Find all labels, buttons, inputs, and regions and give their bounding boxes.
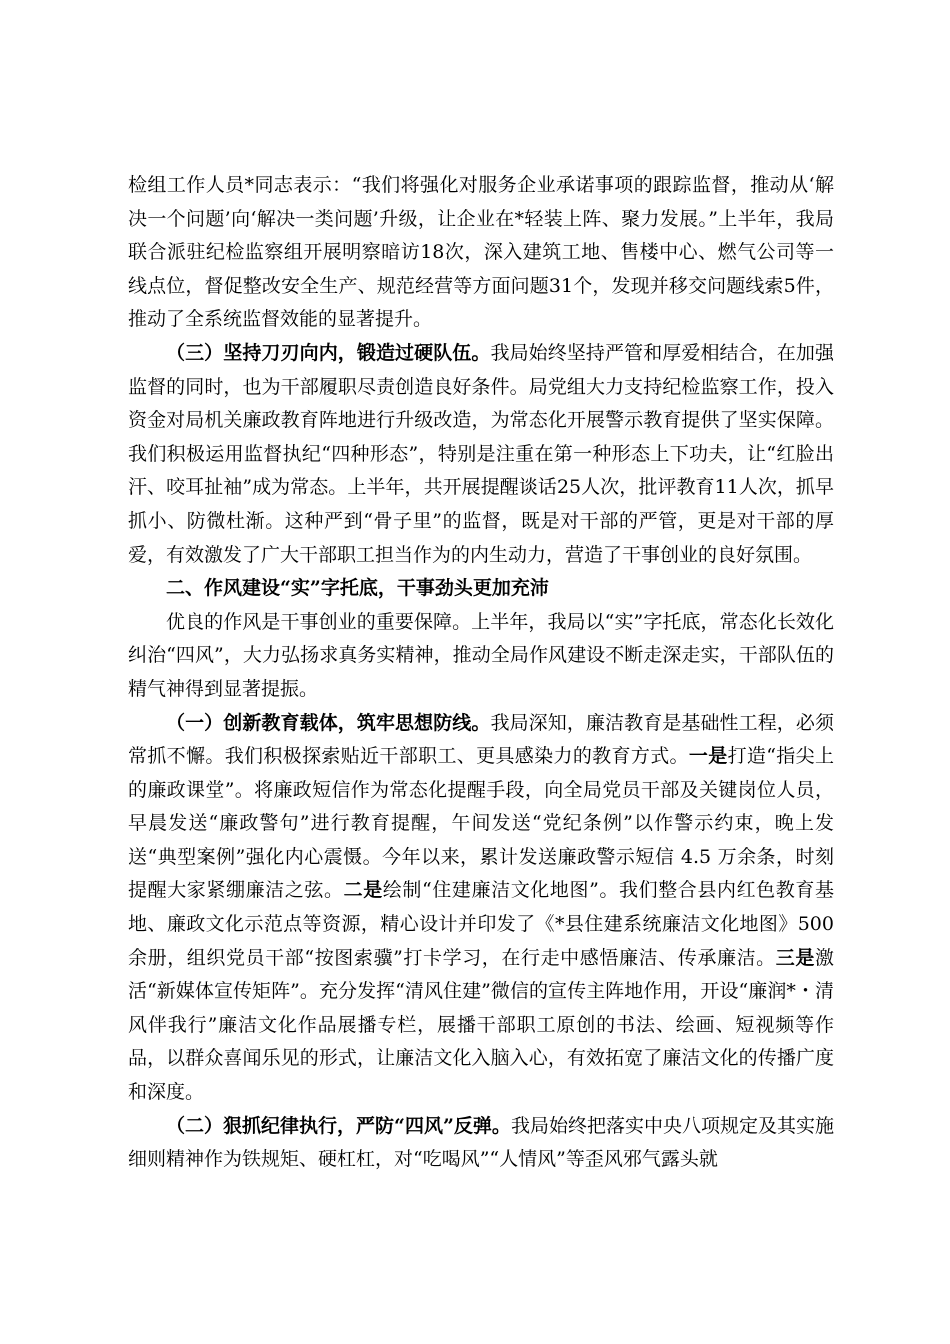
- paragraph-discipline: [128, 1110, 834, 1177]
- paragraph-text: 绘制“住建廉洁文化地图”。我们整合县内红色教育基地、廉政文化示范点等资源，精心设计并印发了《*县住建系统廉洁文化地图》500余册，组织党员干部“按图索骥”打卡学习，在行走中感悟廉洁、传承廉洁。: [128, 879, 834, 969]
- paragraph-text: 打造“指尖上的廉政课堂”。将廉政短信作为常态化提醒手段，向全局党员干部及关键岗位人员，早晨发送“廉政警句”进行教育提醒，午间发送“党纪条例”以作警示约束，晚上发送“典型案例”强化内心震慑。今年以来，累计发送廉政警示短信 4.5 万余条，时刻提醒大家紧绷廉洁之弦。: [128, 745, 834, 902]
- paragraph-text: 激活“新媒体宣传矩阵”。充分发挥“清风住建”微信的宣传主阵地作用，开设“廉润*・清风伴我行”廉洁文化作品展播专栏，展播干部职工原创的书法、绘画、短视频等作品，以群众喜闻乐见的形式，让廉洁文化入脑入心，有效拓宽了廉洁文化的传播广度和深度。: [128, 946, 834, 1104]
- paragraph-text: 我局始终把落实中央八项规定及其实施细则精神作为铁规矩、硬杠杠，对“吃喝风”“人情风”等歪风邪气露头就: [128, 1114, 834, 1171]
- paragraph-work-style-intro: [128, 606, 834, 707]
- document-body: [128, 169, 834, 1177]
- subsection-heading: （一）创新教育载体，筑牢思想防线。: [166, 711, 491, 734]
- paragraph-text: 我局深知，廉洁教育是基础性工程，必须常抓不懈。我们积极探索贴近干部职工、更具感染力的教育方式。: [128, 711, 834, 768]
- list-marker: 一是: [688, 745, 728, 768]
- subsection-heading: （三）坚持刀刃向内，锻造过硬队伍。: [166, 341, 491, 364]
- section-heading: 二、作风建设“实”字托底，干事劲头更加充沛: [166, 577, 549, 600]
- list-marker: 二是: [343, 879, 383, 902]
- paragraph-text: 优良的作风是干事创业的重要保障。上半年，我局以“实”字托底，常态化长效化纠治“四风”，大力弘扬求真务实精神，推动全局作风建设不断走深走实，干部队伍的精气神得到显著提振。: [128, 610, 834, 700]
- paragraph-text: 检组工作人员*同志表示：“我们将强化对服务企业承诺事项的跟踪监督，推动从‘解决一个问题’向‘解决一类问题’升级，让企业在*轻装上阵、聚力发展。”上半年，我局联合派驻纪检监察组开展明察暗访18次，深入建筑工地、售楼中心、燃气公司等一线点位，督促整改安全生产、规范经营等方面问题31个，发现并移交问题线索5件，推动了全系统监督效能的显著提升。: [128, 174, 834, 331]
- paragraph-team-building: [128, 337, 834, 572]
- list-marker: 三是: [775, 946, 815, 969]
- subsection-heading: （二）狠抓纪律执行，严防“四风”反弹。: [166, 1114, 511, 1137]
- paragraph-education: [128, 707, 834, 1110]
- paragraph-continuation: [128, 169, 834, 337]
- paragraph-text: 我局始终坚持严管和厚爱相结合，在加强监督的同时，也为干部履职尽责创造良好条件。局党组大力支持纪检监察工作，投入资金对局机关廉政教育阵地进行升级改造，为常态化开展警示教育提供了坚实保障。我们积极运用监督执纪“四种形态”，特别是注重在第一种形态上下功夫，让“红脸出汗、咬耳扯袖”成为常态。上半年，共开展提醒谈话25人次，批评教育11人次，抓早抓小、防微杜渐。这种严到“骨子里”的监督，既是对干部的严管，更是对干部的厚爱，有效激发了广大干部职工担当作为的内生动力，营造了干事创业的良好氛围。: [128, 341, 834, 566]
